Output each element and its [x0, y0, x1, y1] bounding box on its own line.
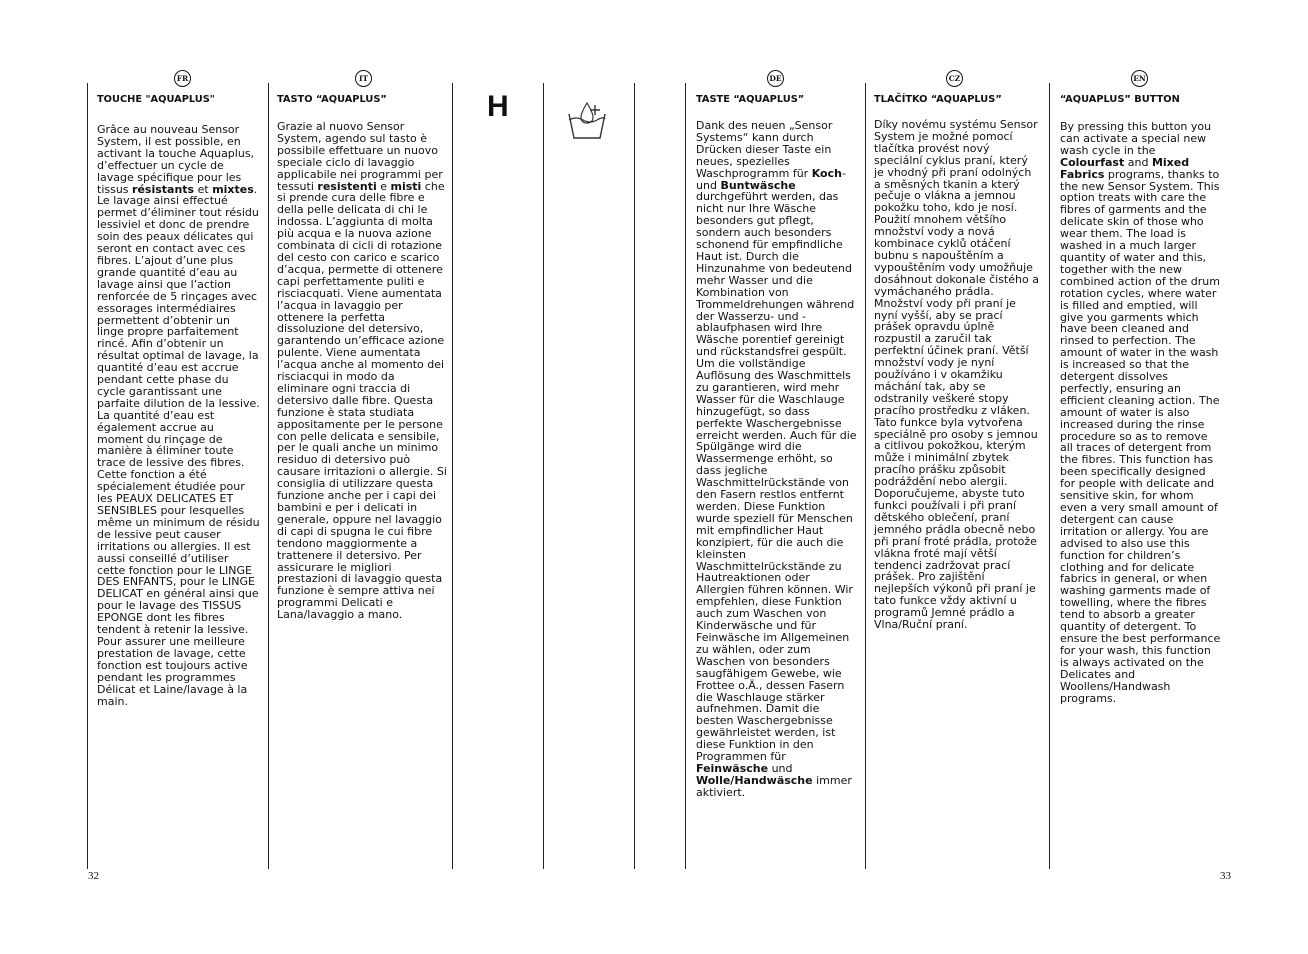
column-rule [452, 83, 453, 869]
bold-term: Koch [811, 166, 842, 180]
text-run: und [768, 761, 793, 775]
text-run: durchgeführt werden, das nicht nur Ihre Wäsche besonders gut pflegt, sondern auch besonders schonend für empfindliche Haut ist. Durch die Hinzunahme von bedeutend mehr Wasser und die Kombination von Trommeldrehungen während der Wasserzu- und -ablaufphasen wird Ihre Wäsche porentief gereinigt und rückstandsfrei gespült. Um die vollständige Auflösung des Waschmittels zu garantieren, wird mehr Wasser für die Waschlauge hinzugefügt, so dass perfekte Waschergebnisse erreicht werden. Auch für die Spülgänge wird die Wassermenge erhöht, so dass jegliche Waschmittelrückstände von den Fasern restlos entfernt werden. Diese Funktion wurde speziell für Menschen mit empfindlicher Haut konzipiert, für die auch die kleinsten Waschmittelrückstände zu Hautreaktionen oder Allergien führen können. Wir empfehlen, diese Funktion auch zum Waschen von Kinderwäsche und für Feinwäsche im Allgemeinen zu wählen, oder zum Waschen von besonders saugfähigem Gewebe, wie Frottee o.Ä., dessen Fasern die Waschlauge stärker aufnehmen. Damit die besten Waschergebnisse gewährleistet werden, ist diese Funktion in den Programmen für [696, 190, 857, 764]
text-run: . Le lavage ainsi effectué permet d’éliminer tout résidu lessiviel et donc de prendre soin des peaux délicates qui seront en contact avec ces fibres. L’ajout d’une plus grande quantité d’eau au lavage ainsi que l’action renforcée de 5 rinçages avec essorages intermédiaires permettent d’obtenir un linge propre parfaitement rincé. Afin d’obtenir un résultat optimal de lavage, la quantité d’eau est accrue pendant cette phase du cycle garantissant une parfaite dilution de la lessive. La quantité d’eau est également accrue au moment du rinçage de manière à éliminer toute trace de lessive des fibres. Cette fonction a été spécialement étudiée pour les PEAUX DELICATES ET SENSIBLES pour lesquelles même un minimum de résidu de lessive peut causer irritations ou allergies. Il est aussi conseillé d’utiliser cette fonction pour le LINGE DES ENFANTS, pour le LINGE DELICAT en général ainsi que pour le lavage des TISSUS EPONGE dont les fibres tendent à retenir la lessive. Pour assurer une meilleure prestation de lavage, cette fonction est toujours active pendant les programmes Délicat et Laine/lavage à la main. [97, 182, 260, 708]
language-badge-de: DE [767, 70, 784, 87]
column-rule [865, 83, 866, 869]
column-rule [543, 83, 544, 869]
text-run: Dank des neuen „Sensor Systems“ kann durch Drücken dieser Taste ein neues, spezielles Waschprogramm für [696, 119, 833, 180]
language-badge-cz: CZ [946, 70, 963, 87]
column-rule [634, 83, 635, 869]
column-rule [1049, 83, 1050, 869]
body-text-en [1060, 121, 1222, 704]
language-badge-it: IT [355, 70, 372, 87]
body-text-fr [97, 124, 260, 707]
page-number-left: 32 [88, 870, 99, 882]
column-rule [685, 83, 686, 869]
section-heading-en: “AQUAPLUS” BUTTON [1060, 94, 1180, 105]
column-rule [87, 83, 88, 869]
basin-plus-icon [567, 100, 607, 142]
bold-term: misti [390, 179, 422, 193]
bold-term: Buntwäsche [720, 178, 796, 192]
bold-term: resistenti [317, 179, 377, 193]
text-run: programs, thanks to the new Sensor System. This option treats with care the fibres of garments and the delicate skin of those who wear them. The load is washed in a much larger quantity of water and this, together with the new combined action of the drum rotation cycles, where water is filled and emptied, will give you garments which have been cleaned and rinsed to perfection. The amount of water in the wash is increased so that the detergent dissolves perfectly, ensuring an efficient cleaning action. The amount of water is also increased during the rinse procedure so as to remove all traces of detergent from the fibres. This function has been specifically designed for people with delicate and sensitive skin, for whom even a very small amount of detergent can cause irritation or allergy. You are advised to also use this function for children’s clothing and for delicate fabrics in general, or when washing garments made of towelling, where the fibres tend to absorb a greater quantity of detergent. To ensure the best performance for your wash, this function is always activated on the Delicates and Woollens/Handwash programs. [1060, 167, 1221, 705]
body-text-cz [874, 119, 1040, 631]
bold-term: Colourfast [1060, 155, 1125, 169]
text-run: By pressing this button you can activate a special new wash cycle in the [1060, 120, 1212, 157]
text-run: che si prende cura delle fibre e della pelle delicata di chi le indossa. L’aggiunta di molta più acqua e la nuova azione combinata di cicli di rotazione del cesto con carico e scarico d’acqua, permette di ottenere capi perfettamente puliti e risciacquati. Viene aumentata l’acqua in lavaggio per ottenere la perfetta dissoluzione del detersivo, garantendo un’efficace azione pulente. Viene aumentata l’acqua anche al momento dei risciacqui in modo da eliminare ogni traccia di detersivo dalle fibre. Questa funzione è stata studiata appositamente per le persone con pelle delicata e sensibile, per le quali anche un minimo residuo di detersivo può causare irritazioni o allergie. Si consiglia di utilizzare questa funzione anche per i capi dei bambini e per i delicati in generale, oppure nel lavaggio di capi di spugna le cui fibre tendono maggiormente a trattenere il detersivo. Per assicurare le migliori prestazioni di lavaggio questa funzione è sempre attiva nei programmi Delicati e Lana/lavaggio a mano. [277, 179, 447, 622]
text-run: e [376, 179, 391, 193]
text-run: Grazie al nuovo Sensor System, agendo sul tasto è possibile effettuare un nuovo speciale ciclo di lavaggio applicabile nei programmi per tessuti [277, 120, 443, 193]
section-letter: H [487, 90, 509, 123]
bold-term: résistants [132, 182, 195, 196]
section-heading-cz: TLAČÍTKO “AQUAPLUS” [874, 94, 1002, 105]
section-heading-it: TASTO “AQUAPLUS” [277, 94, 387, 105]
text-run: et [194, 182, 213, 196]
body-text-de [696, 120, 857, 799]
text-run: Grâce au nouveau Sensor System, il est possible, en activant la touche Aquaplus, d’effectuer un cycle de lavage spécifique pour les tissus [97, 123, 255, 196]
text-run: Díky novému systému Sensor System je možné pomocí tlačítka provést nový speciální cyklus praní, který je vhodný při praní odolných a směsných tkanin a který pečuje o vlákna a jemnou pokožku toho, kdo je nosí. Použití mnohem většího množství vody a nová kombinace cyklů otáčení bubnu s napouštěním a vypouštěním vody umožňuje dosáhnout dokonale čistého a vymáchaného prádla. Množství vody při praní je nyní vyšší, aby se prací prášek opravdu úplně rozpustil a zaručil tak perfektní účinek praní. Větší množství vody je nyní používáno i v okamžiku máchání tak, aby se odstranily veškeré stopy pracího prostředku z vláken. Tato funkce byla vytvořena speciálně pro osoby s jemnou a citlivou pokožkou, kterým může i minimální zbytek pracího prášku způsobit podráždění nebo alergii. Doporučujeme, abyste tuto funkci používali i při praní dětského oblečení, praní jemného prádla obecně nebo při praní froté prádla, protože vlákna froté mají větší tendenci zadržovat prací prášek. Pro zajištění nejlepších výkonů při praní je tato funkce vždy aktivní u programů Jemné prádlo a Vlna/Ruční praní. [874, 118, 1039, 632]
column-rule [268, 83, 269, 869]
section-heading-fr: TOUCHE "AQUAPLUS" [97, 94, 215, 105]
section-heading-de: TASTE “AQUAPLUS” [696, 94, 805, 105]
text-run: immer aktiviert. [696, 773, 852, 799]
text-run: - und [696, 166, 846, 192]
bold-term: Wolle/Handwäsche [696, 773, 813, 787]
bold-term: Feinwäsche [696, 761, 769, 775]
bold-term: Mixed Fabrics [1060, 155, 1190, 181]
bold-term: mixtes [212, 182, 254, 196]
text-run: and [1124, 155, 1152, 169]
body-text-it [277, 121, 447, 621]
language-badge-en: EN [1131, 70, 1148, 87]
page-number-right: 33 [1220, 870, 1231, 882]
language-badge-fr: FR [174, 70, 191, 87]
